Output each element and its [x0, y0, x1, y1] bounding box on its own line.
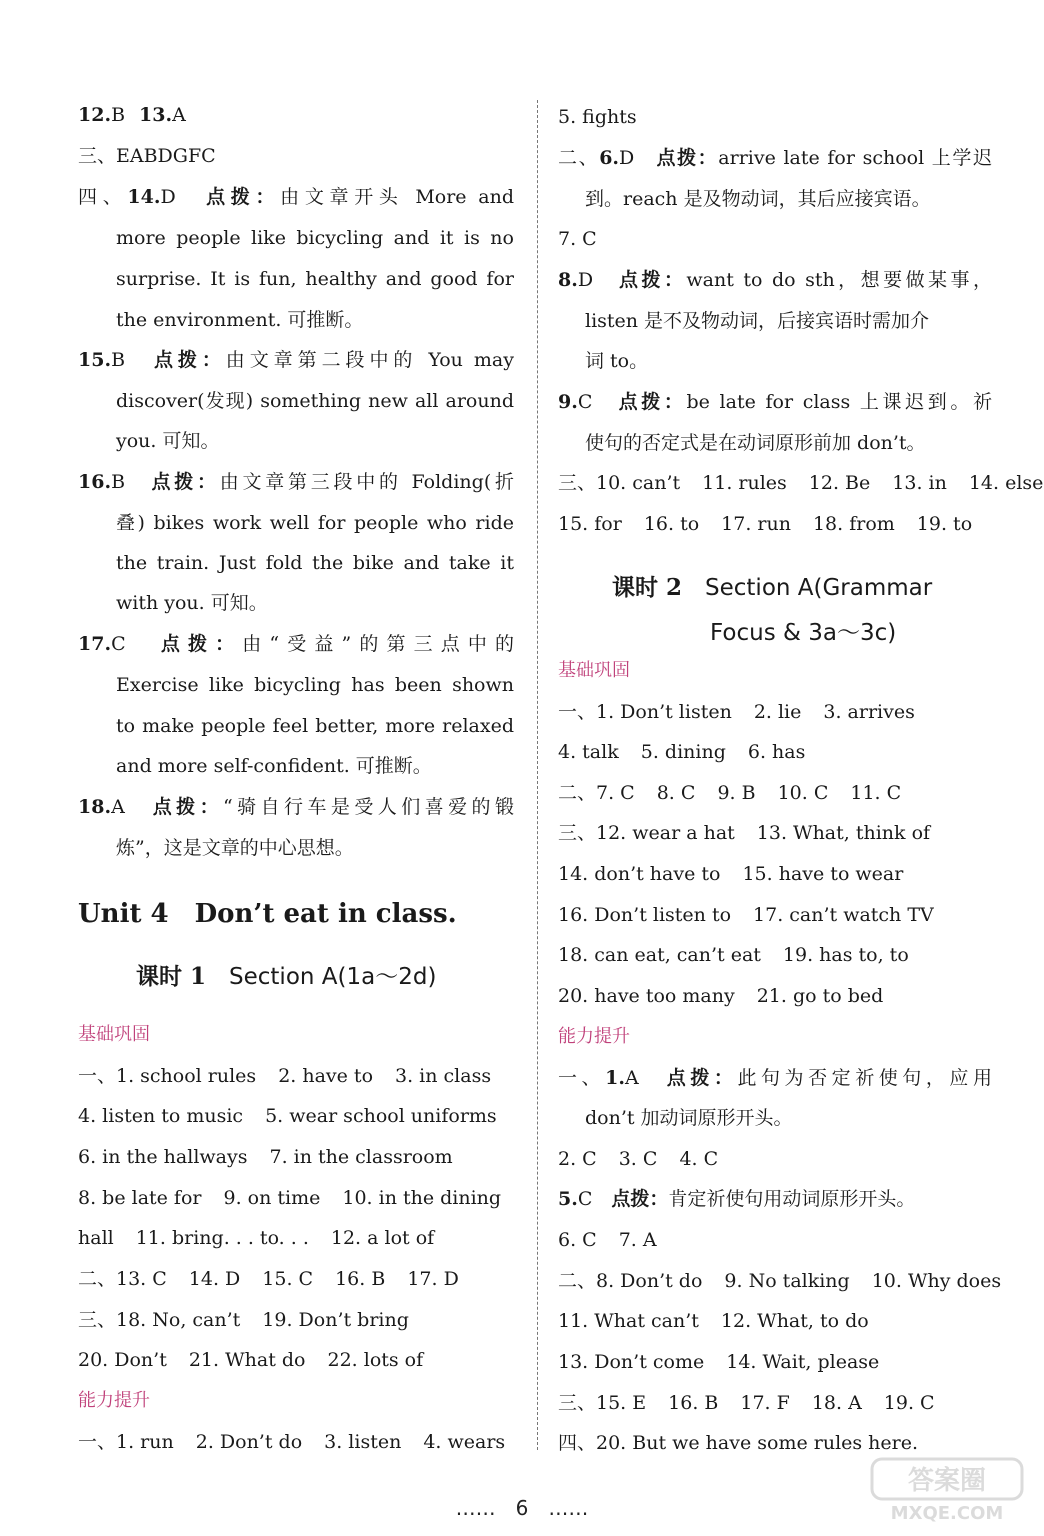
answer-5: 5.C 点拨：肯定祈使句用动词原形开头。 — [558, 1188, 916, 1210]
answer-8-line2: listen 是不及物动词，后接宾语时需加介 — [585, 310, 930, 332]
answer-line: 5. fights — [558, 106, 637, 128]
answer-line: 18. can eat, can’t eat 19. has to, to — [558, 944, 909, 966]
answer-line: 一、1. run 2. Don’t do 3. listen 4. wears — [78, 1431, 506, 1453]
answer-8: 8.D 点拨：want to do sth，想要做某事， — [558, 269, 992, 291]
page-number: …… 6 …… — [455, 1496, 589, 1520]
answer-line: 4. talk 5. dining 6. has — [558, 741, 806, 763]
answer-line: hall 11. bring. . . to. . . 12. a lot of — [78, 1227, 435, 1249]
answer-17-line2: Exercise like bicycling has been shown — [116, 674, 514, 696]
answer-14-line3: surprise. It is fun, healthy and good for — [116, 268, 514, 290]
ability-heading: 能力提升 — [558, 1026, 630, 1047]
answer-line: 一、1. school rules 2. have to 3. in class — [78, 1065, 492, 1087]
answer-line: 6. C 7. A — [558, 1229, 657, 1251]
answer-line: 一、1. Don’t listen 2. lie 3. arrives — [558, 701, 915, 723]
answer-8-line3: 词 to。 — [585, 350, 649, 372]
answer-15: 15.B 点拨：由文章第二段中的 You may — [78, 349, 514, 371]
answer-16: 16.B 点拨：由文章第三段中的 Folding(折 — [78, 471, 514, 493]
answer-16-line2: 叠) bikes work well for people who ride — [116, 512, 514, 534]
answer-14: 四、14.D 点拨：由文章开头 More and — [78, 186, 514, 208]
answer-line: 三、10. can’t 11. rules 12. Be 13. in 14. else — [558, 472, 1044, 494]
answer-line-12-13: 12.B 13.A — [78, 104, 186, 126]
answer-14-line4: the environment. 可推断。 — [116, 309, 364, 331]
answer-line: 20. have too many 21. go to bed — [558, 985, 884, 1007]
answer-line: 20. Don’t 21. What do 22. lots of — [78, 1349, 424, 1371]
answer-9: 9.C 点拨：be late for class 上课迟到。祈 — [558, 391, 992, 413]
answer-line: 4. listen to music 5. wear school uniforms — [78, 1105, 497, 1127]
answer-14-line2: more people like bicycling and it is no — [116, 227, 514, 249]
answer-9-line2: 使句的否定式是在动词原形前加 don’t。 — [585, 432, 926, 454]
answer-line: 2. C 3. C 4. C — [558, 1148, 719, 1170]
answer-line: 二、8. Don’t do 9. No talking 10. Why does — [558, 1270, 1002, 1292]
answer-line: 15. for 16. to 17. run 18. from 19. to — [558, 513, 973, 535]
answer-line: 14. don’t have to 15. have to wear — [558, 863, 904, 885]
answer-line-section3: 三、EABDGFC — [78, 145, 216, 167]
answer-17: 17.C 点拨：由“受益”的第三点中的 — [78, 633, 514, 655]
column-divider — [537, 100, 538, 1450]
answer-6: 二、6.D 点拨：arrive late for school 上学迟 — [558, 147, 992, 169]
answer-16-line4: with you. 可知。 — [116, 592, 268, 614]
answer-line: 三、18. No, can’t 19. Don’t bring — [78, 1309, 409, 1331]
answer-line: 四、20. But we have some rules here. — [558, 1432, 919, 1454]
answer-16-line3: the train. Just fold the bike and take it — [116, 552, 514, 574]
svg-text:MXQE.COM: MXQE.COM — [890, 1503, 1004, 1524]
answer-line: 二、7. C 8. C 9. B 10. C 11. C — [558, 782, 902, 804]
answer-15-line3: you. 可知。 — [116, 430, 220, 452]
answer-line: 7. C — [558, 228, 597, 250]
basic-heading: 基础巩固 — [78, 1024, 150, 1045]
answer-line: 6. in the hallways 7. in the classroom — [78, 1146, 453, 1168]
answer-line: 三、12. wear a hat 13. What, think of — [558, 822, 931, 844]
lesson-1-heading: 课时 1 Section A(1a～2d) — [136, 963, 437, 990]
answer-line: 8. be late for 9. on time 10. in the dining — [78, 1187, 502, 1209]
answer-15-line2: discover(发现) something new all around — [116, 390, 514, 412]
unit-title: Unit 4 Don’t eat in class. — [78, 899, 457, 929]
answer-1-line2: don’t 加动词原形开头。 — [585, 1107, 793, 1129]
answer-17-line3: to make people feel better, more relaxed — [116, 715, 514, 737]
answer-17-line4: and more self-confident. 可推断。 — [116, 755, 432, 777]
answer-line: 二、13. C 14. D 15. C 16. B 17. D — [78, 1268, 459, 1290]
answer-18: 18.A 点拨：“骑自行车是受人们喜爱的锻 — [78, 796, 514, 818]
ability-heading: 能力提升 — [78, 1390, 150, 1411]
answer-line: 三、15. E 16. B 17. F 18. A 19. C — [558, 1392, 935, 1414]
basic-heading: 基础巩固 — [558, 660, 630, 681]
answer-line: 13. Don’t come 14. Wait, please — [558, 1351, 880, 1373]
answer-line: 16. Don’t listen to 17. can’t watch TV — [558, 904, 934, 926]
answer-6-line2: 到。reach 是及物动词，其后应接宾语。 — [585, 188, 931, 210]
watermark-logo — [870, 1455, 1030, 1525]
lesson-2-heading-line2: Focus & 3a～3c) — [710, 620, 897, 646]
answer-18-line2: 炼”，这是文章的中心思想。 — [116, 837, 354, 859]
answer-1: 一、1.A 点拨：此句为否定祈使句，应用 — [558, 1067, 992, 1089]
svg-text:答案圈: 答案圈 — [907, 1466, 987, 1496]
lesson-2-heading: 课时 2 Section A(Grammar — [612, 574, 933, 601]
answer-line: 11. What can’t 12. What, to do — [558, 1310, 869, 1332]
